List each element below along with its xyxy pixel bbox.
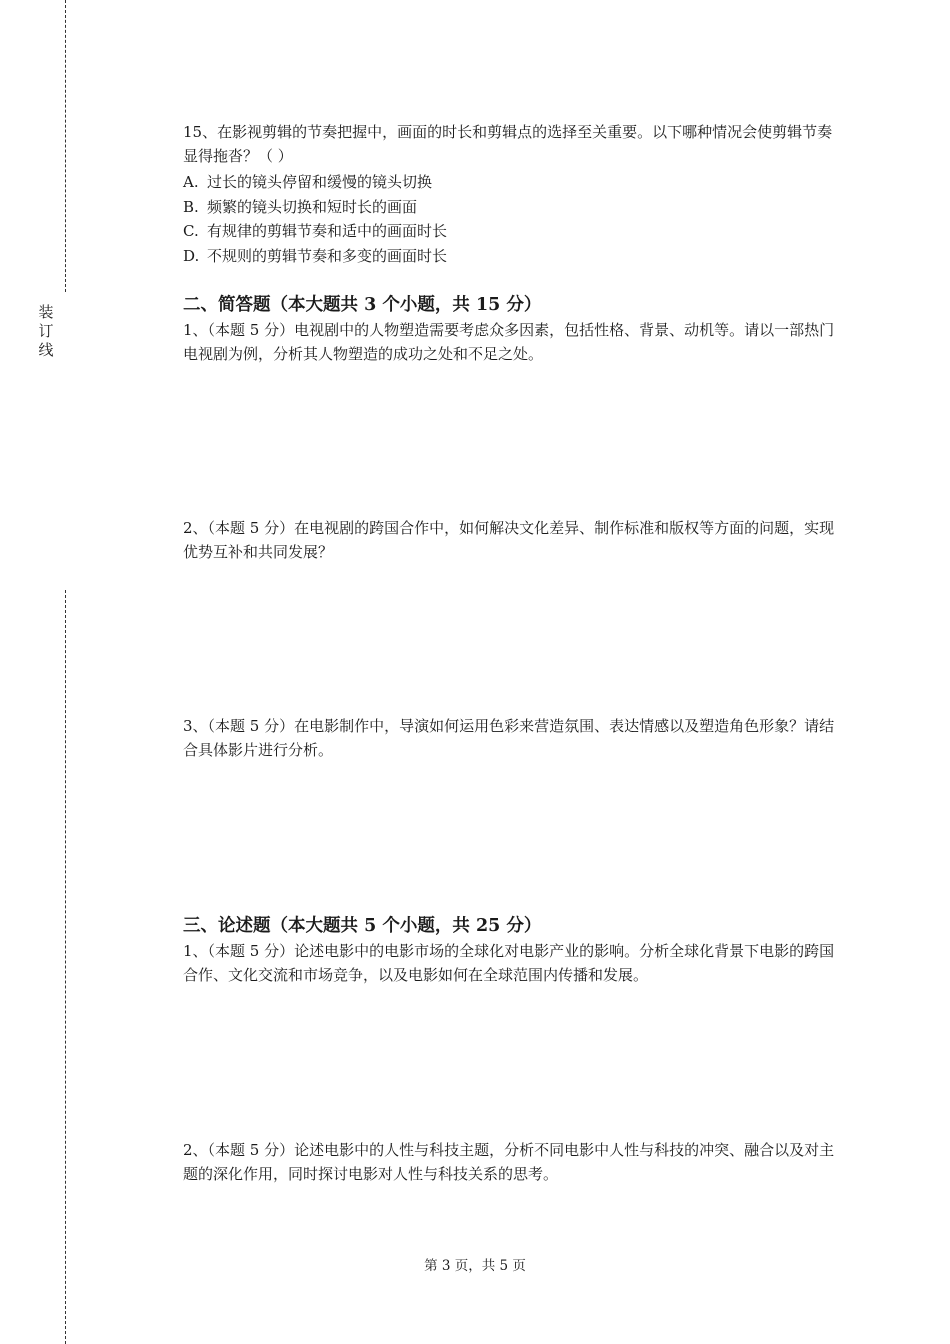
question-15 bbox=[183, 120, 838, 268]
option-letter: D. bbox=[183, 246, 200, 265]
binding-char: 订 bbox=[38, 322, 54, 340]
page-footer: 第 3 页，共 5 页 bbox=[424, 1258, 526, 1274]
option-d bbox=[183, 244, 838, 269]
question-text: 1、（本题 5 分）论述电影中的电影市场的全球化对电影产业的影响。分析全球化背景下电影的跨国合作、文化交流和市场竞争，以及电影如何在全球范围内传播和发展。 bbox=[183, 942, 835, 984]
option-a bbox=[183, 170, 838, 195]
binding-dashed-line-top bbox=[65, 0, 66, 292]
option-b bbox=[183, 195, 838, 220]
question-text: 3、（本题 5 分）在电影制作中，导演如何运用色彩来营造氛围、表达情感以及塑造角色形象？请结合具体影片进行分析。 bbox=[183, 717, 835, 759]
section-3-header bbox=[183, 913, 838, 939]
section-2-question-3 bbox=[183, 714, 838, 762]
option-c bbox=[183, 219, 838, 244]
question-text: 1、（本题 5 分）电视剧中的人物塑造需要考虑众多因素，包括性格、背景、动机等。请以一部热门电视剧为例，分析其人物塑造的成功之处和不足之处。 bbox=[183, 321, 835, 363]
question-15-text: 15、在影视剪辑的节奏把握中，画面的时长和剪辑点的选择至关重要。以下哪种情况会使剪辑节奏显得拖沓？（ ） bbox=[183, 123, 833, 165]
section-2-header bbox=[183, 292, 838, 318]
section-2-question-2 bbox=[183, 516, 838, 564]
section-3-question-2 bbox=[183, 1138, 838, 1186]
question-text: 2、（本题 5 分）在电视剧的跨国合作中，如何解决文化差异、制作标准和版权等方面的问题，实现优势互补和共同发展？ bbox=[183, 519, 835, 561]
option-text: 过长的镜头停留和缓慢的镜头切换 bbox=[207, 173, 433, 191]
option-letter: A. bbox=[183, 173, 199, 191]
binding-char: 线 bbox=[38, 341, 54, 359]
option-text: 不规则的剪辑节奏和多变的画面时长 bbox=[207, 246, 448, 265]
option-letter: B. bbox=[183, 197, 199, 216]
section-3-question-1 bbox=[183, 939, 838, 987]
question-text: 2、（本题 5 分）论述电影中的人性与科技主题，分析不同电影中人性与科技的冲突、融合以及对主题的深化作用，同时探讨电影对人性与科技关系的思考。 bbox=[183, 1141, 835, 1183]
section-title: 二、简答题（本大题共 3 个小题，共 15 分） bbox=[183, 295, 542, 315]
option-text: 有规律的剪辑节奏和适中的画面时长 bbox=[207, 222, 448, 240]
section-title: 三、论述题（本大题共 5 个小题，共 25 分） bbox=[183, 916, 542, 936]
binding-label bbox=[36, 303, 56, 360]
binding-char: 装 bbox=[38, 303, 54, 321]
option-letter: C. bbox=[183, 222, 199, 240]
section-2-question-1 bbox=[183, 318, 838, 366]
option-text: 频繁的镜头切换和短时长的画面 bbox=[207, 197, 418, 216]
binding-dashed-line-bottom bbox=[65, 590, 66, 1344]
